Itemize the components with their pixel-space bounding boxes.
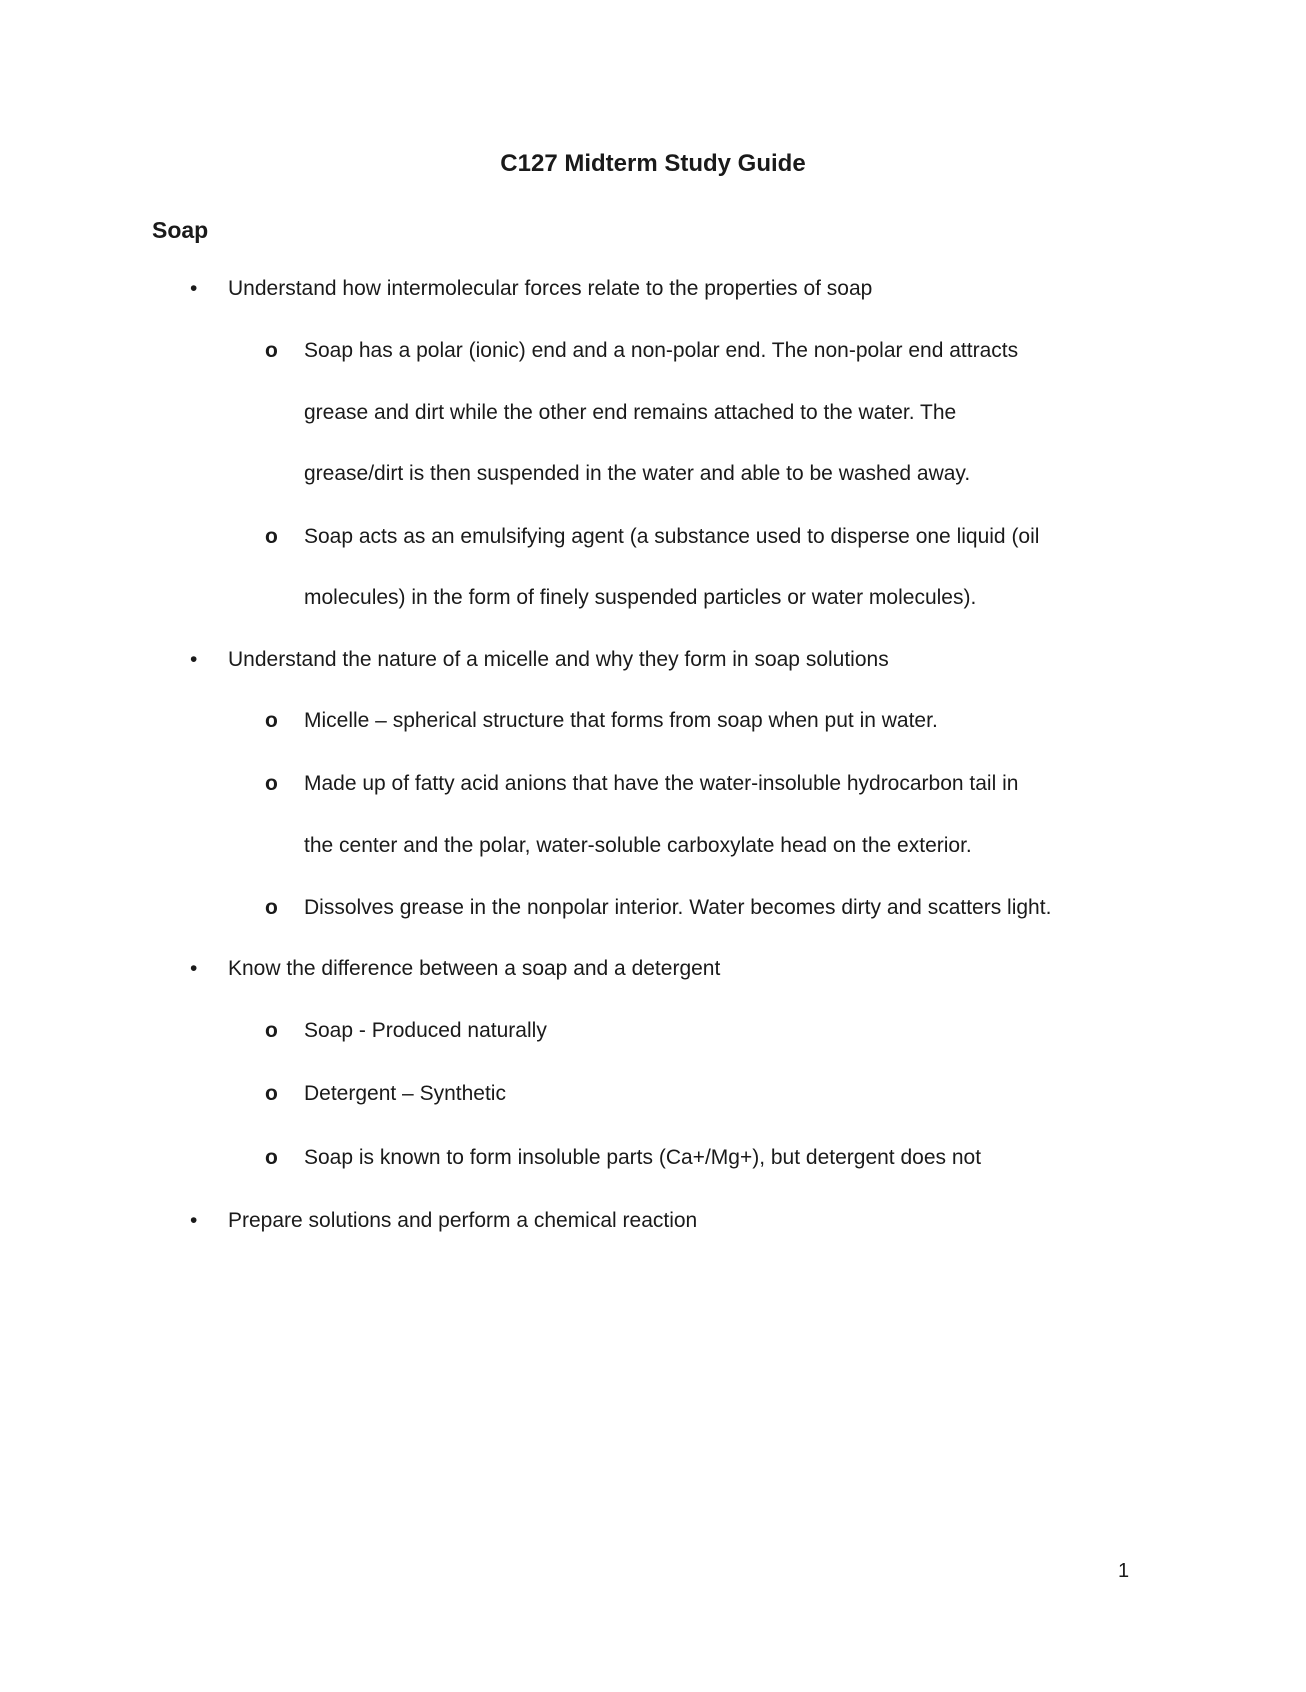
page-number: 1 (1118, 1560, 1130, 1582)
sub-bullet-icon: o (265, 1019, 278, 1042)
sub-list-item-continuation: grease and dirt while the other end remains attached to the water. The (304, 401, 957, 424)
bullet-icon: • (190, 648, 198, 671)
bullet-icon: • (190, 277, 198, 300)
list-item: Understand how intermolecular forces relate to the properties of soap (228, 277, 873, 300)
sub-list-item: Micelle – spherical structure that forms from soap when put in water. (304, 709, 938, 732)
sub-bullet-icon: o (265, 525, 278, 548)
sub-bullet-icon: o (265, 1082, 278, 1105)
bullet-icon: • (190, 957, 198, 980)
document-title: C127 Midterm Study Guide (500, 150, 806, 177)
sub-list-item: Dissolves grease in the nonpolar interior. Water becomes dirty and scatters light. (304, 896, 1052, 919)
sub-list-item: Soap acts as an emulsifying agent (a substance used to disperse one liquid (oil (304, 525, 1040, 548)
sub-bullet-icon: o (265, 1146, 278, 1169)
sub-list-item: Soap has a polar (ionic) end and a non-polar end. The non-polar end attracts (304, 339, 1019, 362)
sub-list-item-continuation: molecules) in the form of finely suspended particles or water molecules). (304, 586, 977, 609)
sub-list-item: Made up of fatty acid anions that have the water-insoluble hydrocarbon tail in (304, 772, 1019, 795)
sub-list-item: Soap is known to form insoluble parts (Ca+/Mg+), but detergent does not (304, 1146, 982, 1169)
list-item: Prepare solutions and perform a chemical reaction (228, 1209, 698, 1232)
sub-list-item: Soap - Produced naturally (304, 1019, 547, 1042)
list-item: Know the difference between a soap and a detergent (228, 957, 721, 980)
section-heading-soap: Soap (152, 217, 209, 243)
sub-bullet-icon: o (265, 709, 278, 732)
sub-bullet-icon: o (265, 896, 278, 919)
sub-list-item: Detergent – Synthetic (304, 1082, 506, 1105)
sub-bullet-icon: o (265, 339, 278, 362)
sub-list-item-continuation: the center and the polar, water-soluble carboxylate head on the exterior. (304, 834, 972, 857)
sub-list-item-continuation: grease/dirt is then suspended in the water and able to be washed away. (304, 462, 971, 485)
bullet-icon: • (190, 1209, 198, 1232)
sub-bullet-icon: o (265, 772, 278, 795)
list-item: Understand the nature of a micelle and why they form in soap solutions (228, 648, 889, 671)
